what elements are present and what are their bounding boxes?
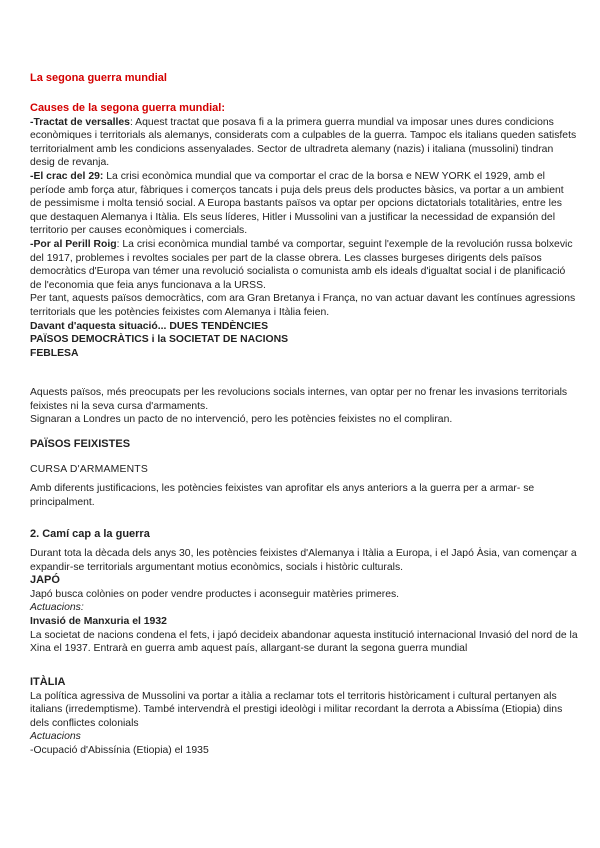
ocupacio-text: -Ocupació d'Abissínia (Etiopia) el 1935 (30, 744, 209, 756)
causes-heading: Causes de la segona guerra mundial: (30, 102, 226, 114)
feblesa-heading: FEBLESA (30, 347, 79, 359)
cursa-text: Amb diferents justificacions, les potències feixistes van aprofitar els anys anteriors a la guerra per a armar- se principalment. (30, 483, 535, 508)
perill-label: -Por al Perill Roig (30, 238, 117, 250)
versalles-label: -Tractat de versalles (30, 116, 130, 128)
perill-paragraph (30, 238, 578, 292)
davant-heading: Davant d'aquesta situació... DUES TENDÈNCIES (30, 320, 269, 332)
feixistes-heading: PAÏSOS FEIXISTES (30, 438, 131, 450)
pertant-paragraph: Per tant, aquests països democràtics, com ara Gran Bretanya i França, no van actuar davant les contínues agressions territorials que les potències feixistes com Alemanya i Itàlia feien. (30, 293, 576, 318)
versalles-paragraph (30, 116, 578, 170)
italia-text: La política agressiva de Mussolini va portar a itàlia a reclamar tots el territoris històricament i cultural pertanyen als italians (irredemptisme). També intervendrà el prestigi ideològi i militar recordant la derrota a Abissíma (Etiopia) dins dels conflictes colonials (30, 690, 563, 729)
crac-text: La crisi econòmica mundial que va comportar el crac de la borsa e NEW YORK el 1929, amb el període amb força atur, fàbriques i comerços tancats i puja dels preus dels productes bàsics, va portar a un ambient de pessimisme i molta tensió social. A Europa bastants països va optar per opcions dictatorials totalitàries, entre les que destaquen Alemanya i Itàlia. Els seus líderes, Hitler i Mussolini van a justificar la necessidad de expansión del territorio per causes econòmiques i comercials. (30, 170, 564, 237)
actuacions-label-italia: Actuacions (30, 731, 81, 743)
cami-text-block (30, 547, 578, 656)
cursa-text-block (30, 482, 578, 509)
democratics-heading: PAÏSOS DEMOCRÀTICS i la SOCIETAT DE NACIONS (30, 334, 289, 346)
italia-heading: ITÀLIA (30, 676, 66, 688)
perill-text: : La crisi econòmica mundial també va comportar, seguint l'exemple de la revolución russa bolxevic del 1917, problemes i revoltes sociales per part de la classe obrera. Les classes burgeses dirigents dels països democràtics d'Europa van témer una revolució socialista o comunista amb els ideals d'igualtat social i de planificació de l'economia que feia anys funcionava a la URSS. (30, 238, 573, 291)
japo-text: Japó busca colònies on poder vendre productes i aconseguir matèries primeres. (30, 588, 400, 600)
crac-paragraph (30, 170, 578, 238)
japo-heading: JAPÓ (30, 574, 60, 587)
actuacions-label-japo: Actuacions: (30, 602, 84, 614)
cursa-heading: CURSA D'ARMAMENTS (30, 464, 148, 475)
causes-section (30, 102, 578, 360)
cami-heading: 2. Camí cap a la guerra (30, 528, 150, 540)
manxuria-heading: Invasió de Manxuria el 1932 (30, 615, 167, 627)
cami-text: Durant tota la dècada dels anys 30, les potències feixistes d'Alemanya i Itàlia a Europa, i el Japó Àsia, van començar a expandir-se territorials argumentant motius econòmics, socials i històric culturals. (30, 548, 577, 573)
feixistes-section (30, 438, 578, 452)
document-title: La segona guerra mundial (30, 72, 167, 84)
democratics-section (30, 386, 578, 427)
italia-section (30, 676, 578, 758)
crac-label: -El crac del 29: (30, 170, 104, 182)
manxuria-text: La societat de nacions condena el fets, i japó decideix abandonar aquesta institució internacional Invasió del nord de la Xina el 1937. Entrarà en guerra amb aquest país, allargant-se durant la segona guerra mundial (30, 629, 578, 655)
democratics-text: Aquests països, més preocupats per les revolucions socials internes, van optar per no frenar les invasions territorials feixistes ni la seva cursa d'armaments. (30, 387, 568, 412)
signaran-text: Signaran a Londres un pacto de no intervenció, pero les potències feixistes no el compliran. (30, 414, 453, 426)
versalles-text: : Aquest tractat que posava fi a la primera guerra mundial va imposar unes dures condicions econòmiques i territorials als alemanys, considerats com a culpables de la guerra. Tampoc els italians queden satisfets territorialment amb les condicions assenyalades. Sector de ultradreta alemany (nazis) i italiana (mussolini) tindran desig de revanja. (30, 116, 577, 169)
cursa-section (30, 463, 578, 477)
cami-section (30, 528, 578, 542)
